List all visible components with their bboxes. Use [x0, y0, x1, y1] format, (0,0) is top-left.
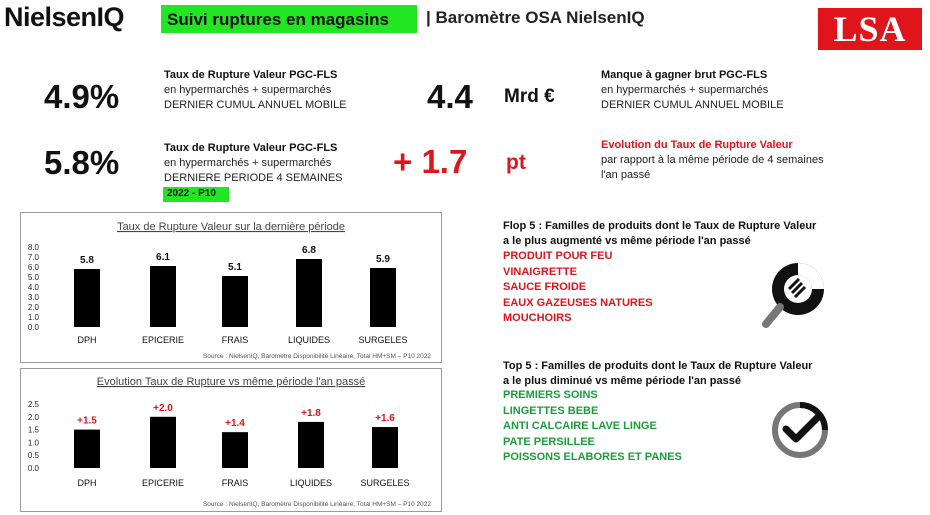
- kpi-manque-period: DERNIER CUMUL ANNUEL MOBILE: [601, 99, 784, 111]
- category-label: FRAIS: [221, 478, 249, 488]
- top-title-line1: Top 5 : Familles de produits dont le Taux de Rupture Valeur: [503, 360, 813, 372]
- chart-title: Evolution Taux de Rupture vs même période l'an passé: [96, 376, 366, 388]
- flop-title-line1: Flop 5 : Familles de produits dont le Taux de Rupture Valeur: [503, 220, 817, 232]
- y-tick-label: 1.0: [27, 313, 39, 322]
- period-badge: 2022 - P10: [163, 187, 229, 202]
- kpi-rupture-cam-scope: en hypermarchés + supermarchés: [164, 84, 332, 96]
- magnifier-chart-icon: [756, 258, 834, 334]
- top-title: [503, 359, 812, 389]
- y-tick-label: 2.5: [27, 400, 39, 409]
- chart-rupture-svg: [21, 213, 441, 362]
- category-label: DPH: [77, 335, 97, 345]
- bar-value-label: 5.1: [228, 262, 242, 273]
- flop-item: MOUCHOIRS: [503, 312, 572, 325]
- category-label: SURGELES: [358, 335, 408, 345]
- y-tick-label: 2.0: [27, 412, 39, 422]
- bar-surgeles: [370, 268, 396, 327]
- kpi-evolution-value: + 1.7: [393, 143, 468, 180]
- flop-title: [503, 219, 816, 249]
- kpi-rupture-4s-period: DERNIERE PERIODE 4 SEMAINES: [164, 172, 343, 184]
- bar-value-label: 5.8: [80, 255, 94, 266]
- page-title: Suivi ruptures en magasins: [161, 5, 417, 33]
- top-list: [503, 388, 682, 466]
- bar-value-label: +1.8: [301, 407, 321, 419]
- top-item: ANTI CALCAIRE LAVE LINGE: [503, 420, 657, 433]
- y-tick-label: 4.0: [27, 283, 39, 292]
- chart-evolution-panel: [20, 368, 442, 512]
- flop-list: [503, 249, 653, 327]
- category-label: EPICERIE: [141, 478, 185, 488]
- chart-source: Source : NielsenIQ, Baromètre Disponibilité Linéaire, Total HM+SM – P10 2022: [202, 353, 431, 360]
- kpi-evolution-description: [601, 138, 824, 183]
- flop-item: SAUCE FROIDE: [503, 281, 587, 294]
- bar-epicerie: [150, 417, 176, 468]
- y-tick-label: 1.0: [27, 438, 39, 448]
- kpi-manque-title: Manque à gagner brut PGC-FLS: [601, 69, 768, 81]
- y-tick-label: 0.5: [27, 451, 39, 461]
- chart-rupture-panel: [20, 212, 442, 363]
- kpi-manque-unit: Mrd €: [504, 86, 555, 107]
- nielseniq-logo: NielsenIQ: [4, 2, 125, 32]
- top-item: PREMIERS SOINS: [503, 389, 598, 401]
- kpi-rupture-4s-title: Taux de Rupture Valeur PGC-FLS: [164, 142, 338, 154]
- y-tick-label: 3.0: [27, 293, 39, 302]
- lsa-logo: LSA: [818, 8, 922, 50]
- kpi-rupture-cam-value: 4.9%: [44, 78, 120, 115]
- kpi-manque-value: 4.4: [427, 78, 473, 115]
- y-tick-label: 7.0: [27, 253, 39, 262]
- bar-liquides: [298, 422, 324, 468]
- y-tick-label: 0.0: [27, 464, 39, 473]
- kpi-rupture-cam-description: [164, 68, 347, 113]
- check-circle-icon: [770, 401, 832, 459]
- bar-liquides: [296, 259, 322, 327]
- bar-value-label: +1.4: [225, 418, 245, 430]
- bar-value-label: 5.9: [376, 254, 390, 265]
- category-label: LIQUIDES: [287, 335, 331, 345]
- kpi-rupture-4s-value: 5.8%: [44, 144, 120, 181]
- flop-item: PRODUIT POUR FEU: [503, 250, 613, 262]
- bar-value-label: 6.8: [302, 245, 316, 256]
- bar-value-label: +1.5: [77, 415, 97, 427]
- kpi-rupture-4s-description: [164, 141, 343, 186]
- chart-title: Taux de Rupture Valeur sur la dernière période: [117, 221, 345, 233]
- kpi-evolution-title: Evolution du Taux de Rupture Valeur: [601, 139, 793, 151]
- y-tick-label: 5.0: [27, 273, 39, 282]
- bar-surgeles: [372, 427, 398, 468]
- y-tick-label: 0.0: [27, 323, 39, 332]
- kpi-manque-scope: en hypermarchés + supermarchés: [601, 84, 769, 96]
- category-label: DPH: [77, 478, 97, 488]
- y-tick-label: 2.0: [27, 303, 39, 312]
- page-subtitle: | Baromètre OSA NielsenIQ: [426, 8, 645, 27]
- kpi-rupture-cam-title: Taux de Rupture Valeur PGC-FLS: [164, 69, 338, 81]
- flop-item: EAUX GAZEUSES NATURES: [503, 296, 653, 309]
- kpi-evolution-scope: par rapport à la même période de 4 semaines: [601, 154, 824, 166]
- bar-value-label: 6.1: [156, 252, 170, 263]
- kpi-evolution-period: l'an passé: [601, 169, 651, 181]
- category-label: SURGELES: [360, 478, 410, 488]
- bar-dph: [74, 269, 100, 327]
- chart-evolution-svg: [21, 369, 441, 511]
- category-label: LIQUIDES: [289, 478, 333, 488]
- flop-title-line2: a le plus augmenté vs même période l'an passé: [503, 235, 751, 247]
- bar-epicerie: [150, 266, 176, 327]
- bar-value-label: +2.0: [153, 402, 173, 414]
- bar-frais: [222, 432, 248, 468]
- y-tick-label: 8.0: [27, 243, 39, 252]
- kpi-rupture-cam-period: DERNIER CUMUL ANNUEL MOBILE: [164, 99, 347, 111]
- kpi-rupture-4s-scope: en hypermarchés + supermarchés: [164, 157, 332, 169]
- top-title-line2: a le plus diminué vs même période l'an passé: [503, 375, 741, 387]
- kpi-manque-description: [601, 68, 784, 113]
- top-item: POISSONS ELABORES ET PANES: [503, 451, 682, 464]
- flop-item: VINAIGRETTE: [503, 265, 577, 278]
- y-tick-label: 1.5: [27, 425, 39, 435]
- chart-source: Source : NielsenIQ, Baromètre Disponibilité Linéaire, Total HM+SM – P10 2022: [202, 501, 431, 508]
- top-item: PATE PERSILLEE: [503, 435, 595, 448]
- category-label: EPICERIE: [141, 335, 185, 345]
- bar-value-label: +1.6: [375, 413, 395, 425]
- bar-dph: [74, 430, 100, 468]
- bar-frais: [222, 276, 248, 327]
- top-item: LINGETTES BEBE: [503, 404, 599, 417]
- kpi-evolution-unit: pt: [506, 151, 526, 174]
- y-tick-label: 6.0: [27, 263, 39, 272]
- category-label: FRAIS: [221, 335, 249, 345]
